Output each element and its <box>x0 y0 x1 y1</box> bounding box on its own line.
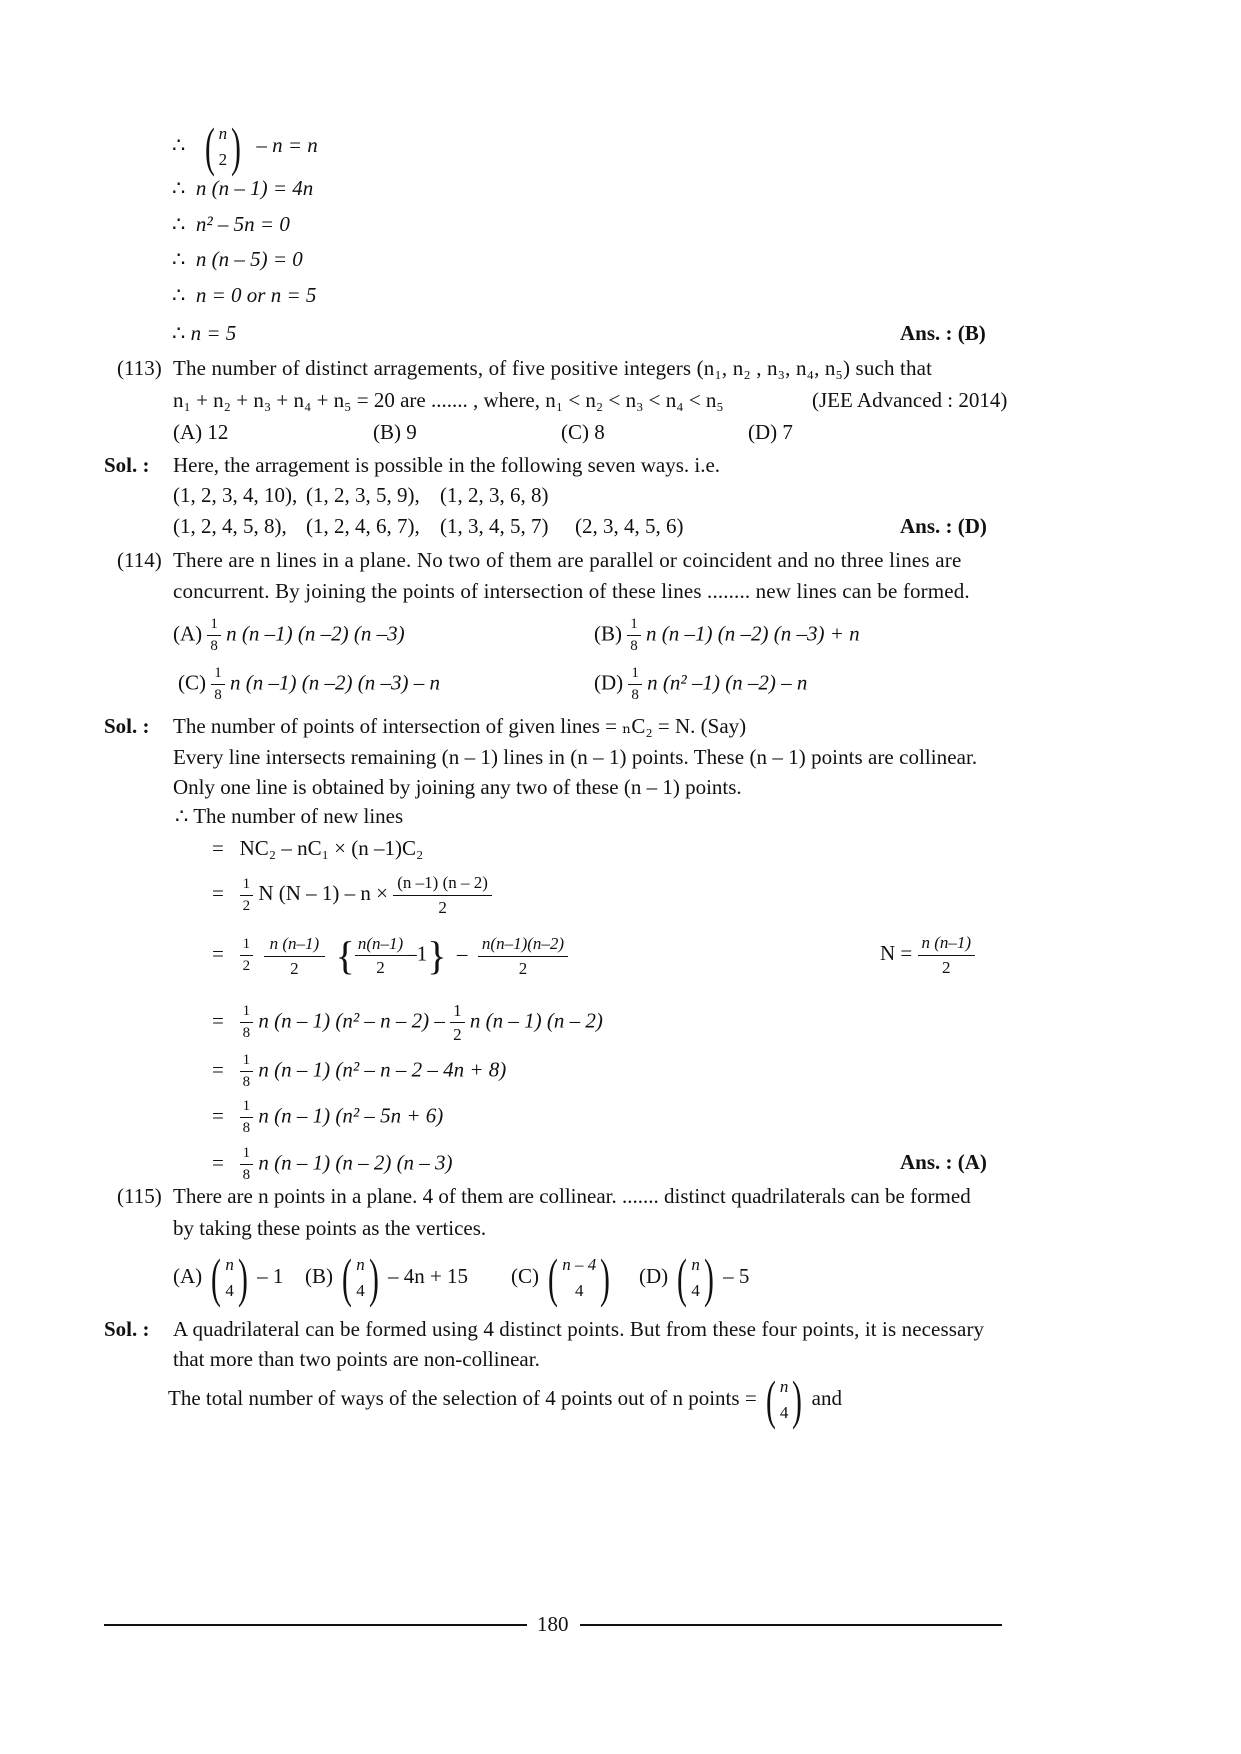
footer-rule-right <box>580 1624 1002 1626</box>
question-number-113: (113) <box>117 356 162 380</box>
sol114-step-7: = $\frac{1}{8}$ n (n – 1) (n – 2) (n – 3) <box>212 1145 453 1183</box>
q113-line-1: The number of distinct arragements, of five positive integers (n₁, n₂ , n₃, n₄, n₅) such that <box>173 356 933 380</box>
sol114-step-5: = $\frac{1}{8}$ n (n – 1) (n² – n – 2 – 4n + 8) <box>212 1052 507 1090</box>
sol113-tuple-1: (1, 2, 3, 4, 10), <box>173 483 298 507</box>
q115-line-2: by taking these points as the vertices. <box>173 1216 487 1240</box>
q113-option-d: (D) 7 <box>748 420 793 444</box>
binomial-n-2: ( n 2 ) <box>204 117 242 177</box>
sol115-line-2: that more than two points are non-collinear. <box>173 1347 540 1371</box>
sol113-tuple-5: (1, 2, 4, 6, 7), <box>306 514 420 538</box>
sol113-tuple-3: (1, 2, 3, 6, 8) <box>440 483 549 507</box>
footer-rule-left <box>104 1624 527 1626</box>
sol113-label: Sol. : <box>104 453 150 477</box>
eq-b: n (n – 1) = 4n <box>195 176 314 200</box>
sol114-line-4: ∴ The number of new lines <box>175 804 404 828</box>
answer-112: Ans. : (B) <box>900 321 986 345</box>
sol114-step-1: = NC₂ – nC₁ × (n –1)C₂ <box>212 836 424 860</box>
q113-option-c: (C) 8 <box>561 420 605 444</box>
sol113-line-1: Here, the arragement is possible in the following seven ways. i.e. <box>173 453 721 477</box>
answer-113: Ans. : (D) <box>900 514 987 538</box>
eq-d: n (n – 5) = 0 <box>195 247 303 271</box>
sol115-line-1: A quadrilateral can be formed using 4 distinct points. But from these four points, it is necessary <box>173 1317 985 1341</box>
sol113-tuple-2: (1, 2, 3, 5, 9), <box>306 483 420 507</box>
q115-line-1: There are n points in a plane. 4 of them are collinear. ....... distinct quadrilaterals can be formed <box>173 1184 971 1208</box>
question-number-114: (114) <box>117 548 162 572</box>
q115-option-a: (A) ( n 4 ) – 1 <box>173 1248 284 1308</box>
sol115-line-3: The total number of ways of the selection of 4 points out of n points = ( n 4 ) and <box>168 1370 842 1430</box>
q113-option-b: (B) 9 <box>373 420 417 444</box>
q113-option-a: (A) 12 <box>173 420 229 444</box>
sol113-tuple-6: (1, 3, 4, 5, 7) <box>440 514 549 538</box>
sol114-step-2: = $\frac{1}{2}$ N (N – 1) – n × $\frac{(n -1) (n - 2)}{2}$ <box>212 874 492 916</box>
q115-option-b: (B) ( n 4 ) – 4n + 15 <box>305 1248 469 1308</box>
sol114-step-3: = $\frac{1}{2}$ $\frac{n (n-1)}{2}$ { $\frac{n(n-1)}{2}$ –1} – $\frac{n(n-1)(n-2)}{2}$ <box>212 932 568 979</box>
derivation-line-3: ∴ n² – 5n = 0 <box>172 212 290 236</box>
q113-source: (JEE Advanced : 2014) <box>812 388 1008 412</box>
n-definition: N = $\frac{n (n-1)}{2}$ <box>880 934 975 976</box>
q115-option-c: (C) ( n – 4 4 ) <box>511 1248 611 1308</box>
q114-line-2: concurrent. By joining the points of intersection of these lines ........ new lines can be formed. <box>173 579 970 603</box>
q114-option-a: (A) $\frac{1}{8}$ n (n –1) (n –2) (n –3) <box>173 616 405 654</box>
page-number: 180 <box>537 1612 569 1636</box>
eq-c: n² – 5n = 0 <box>195 212 290 236</box>
question-number-115: (115) <box>117 1184 162 1208</box>
sol115-label: Sol. : <box>104 1317 150 1341</box>
sol114-line-1: The number of points of intersection of given lines = ₙC₂ = N. (Say) <box>173 714 747 738</box>
q114-line-1: There are n lines in a plane. No two of them are parallel or coincident and no three lines are <box>173 548 962 572</box>
eq-a: – n = n <box>256 132 318 157</box>
q114-option-b: (B) $\frac{1}{8}$ n (n –1) (n –2) (n –3) + n <box>594 616 860 654</box>
q115-option-d: (D) ( n 4 ) – 5 <box>639 1248 750 1308</box>
sol114-label: Sol. : <box>104 714 150 738</box>
therefore-symbol: ∴ <box>172 132 186 157</box>
sol113-tuple-7: (2, 3, 4, 5, 6) <box>575 514 684 538</box>
q114-option-d: (D) $\frac{1}{8}$ n (n² –1) (n –2) – n <box>594 665 808 703</box>
derivation-line-6: ∴ n = 5 <box>172 321 237 345</box>
sol114-line-2: Every line intersects remaining (n – 1) lines in (n – 1) points. These (n – 1) points are collinear. <box>173 745 978 769</box>
eq-e: n = 0 or n = 5 <box>195 283 317 307</box>
sol114-step-6: = $\frac{1}{8}$ n (n – 1) (n² – 5n + 6) <box>212 1098 444 1136</box>
answer-114: Ans. : (A) <box>900 1150 987 1174</box>
derivation-line-4: ∴ n (n – 5) = 0 <box>172 247 303 271</box>
sol113-tuple-4: (1, 2, 4, 5, 8), <box>173 514 287 538</box>
derivation-line-1 <box>172 117 318 177</box>
derivation-line-5: ∴ n = 0 or n = 5 <box>172 283 317 307</box>
sol114-line-3: Only one line is obtained by joining any two of these (n – 1) points. <box>173 775 742 799</box>
eq-f: n = 5 <box>190 321 237 345</box>
sol114-step-4: = $\frac{1}{8}$ n (n – 1) (n² – n – 2) – $\frac{1}{2}$ n (n – 1) (n – 2) <box>212 1001 603 1044</box>
derivation-line-2: ∴ n (n – 1) = 4n <box>172 176 314 200</box>
q114-option-c: (C) $\frac{1}{8}$ n (n –1) (n –2) (n –3) – n <box>178 665 440 703</box>
q113-line-2: n₁ + n₂ + n₃ + n₄ + n₅ = 20 are ....... , where, n₁ < n₂ < n₃ < n₄ < n₅ <box>173 388 724 412</box>
